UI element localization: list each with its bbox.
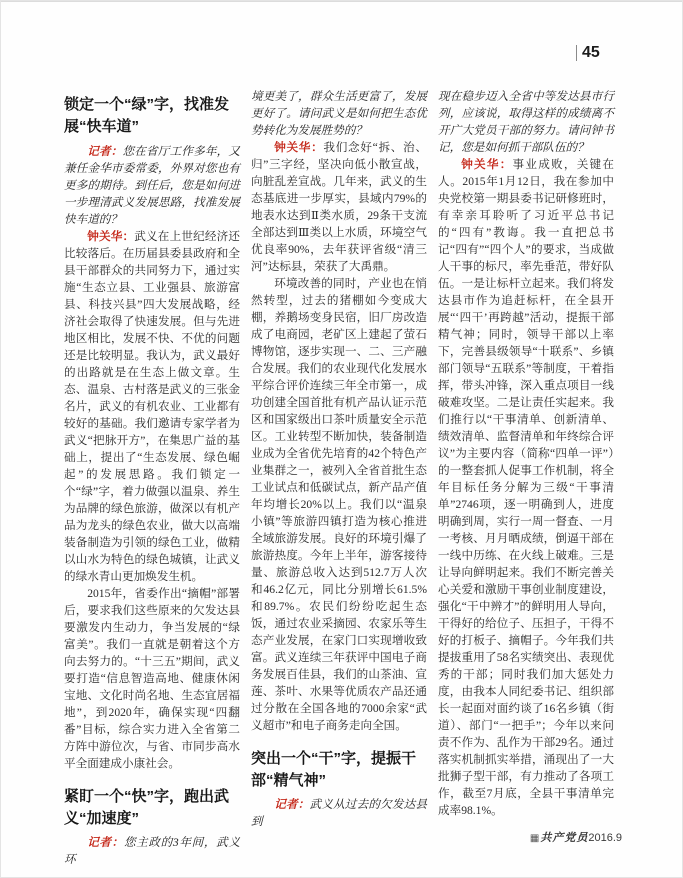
speaker-label: 钟关华： xyxy=(87,230,135,243)
reporter-label: 记者： xyxy=(87,145,123,158)
answer-3-paragraph-1 xyxy=(438,156,614,819)
answer-2-paragraph-1 xyxy=(251,139,427,275)
answer-2-paragraph-1-text: 我们念好“拆、治、归”三字经，坚决向低小散宣战，向脏乱差宣战。几年来，武义的生态基底进一步厚实，县域内79%的地表水达到Ⅱ类水质，29条干支流全部达到Ⅲ类以上水质，环境空气优良率90%，去年获评省级“清三河”达标县，荣获了大禹鼎。 xyxy=(251,141,427,273)
answer-3-paragraph-1-text: 事业成败，关键在人。2015年1月12日，我在参加中央党校第一期县委书记研修班时，有幸亲耳聆听了习近平总书记的“四有”教诲。我一直把总书记“四有”“四个人”的要求，当成做人干事的标尺，率先垂范，带好队伍。一是让标杆立起来。我们将发达县市作为追赶标杆，在全县开展“‘四干’再跨越”活动，提振干部精气神；同时，领导干部以上率下，完善县级领导“十联系”、乡镇部门领导“五联系”等制度，干着指挥，带头冲锋，深入重点项目一线破难攻坚。二是让责任实起来。我们推行以“干事清单、创新清单、绩效清单、监督清单和年终综合评议”为主要内容（简称“四单一评”）的一整套抓人促事工作机制，将全年目标任务分解为三级“干事清单”2746项，逐一明确到人，进度明确到周，实行一周一督查、一月一考核、月月晒成绩，倒逼干部在一线中历练、在火线上破难。三是让导向鲜明起来。我们不断完善关心关爱和激励干事创业制度建设，强化“干中辨才”的鲜明用人导向，干得好的给位子、压担子，干得不好的打板子、摘帽子。今年我们共提拔重用了58名实绩突出、表现优秀的干部；同时我们加大惩处力度，由我本人同纪委书记、组织部长一起面对面约谈了16名乡镇（街道）、部门“一把手”；今年以来问责不作为、乱作为干部29名。通过落实机制抓实举措，涌现出了一大批狮子型干部，有力推动了各项工作，截至7月底，全县干事清单完成率98.1%。 xyxy=(438,158,614,817)
answer-1-paragraph-2: 2015年，省委作出“摘帽”部署后，要求我们这些原来的欠发达县要激发内生动力，争当发展的“绿富美”。我们一直就是朝着这个方向去努力的。“十三五”期间，武义要打造“信息智造高地、健康休闲宝地、文化时尚名地、生态宜居福地”，到2020年，确保实现“四翻番”目标，综合实力进入全省第二方阵中游位次，与省、市同步高水平全面建成小康社会。 xyxy=(64,587,240,770)
answer-2-paragraph-2: 环境改善的同时，产业也在悄然转型，过去的猪棚如今变成大棚，养鹅场变身民宿，旧厂房改造成了电商园，老矿区上建起了萤石博物馆，逐步实现一、二、三产融合发展。我们的农业现代化发展水平综合评价连续三年全市第一，成功创建全国首批有机产品认证示范区和国家级出口茶叶质量安全示范区。工业转型不断加快，装备制造业成为全省优先培育的42个特色产业集群之一，被列入全省首批生态工业试点和低碳试点，新产品产值年均增长20%以上。我们以“温泉小镇”等旅游四镇打造为核心推进全域旅游发展。良好的环境引爆了旅游热度。今年上半年，游客接待量、旅游总收入达到512.7万人次和46.2亿元，同比分别增长61.5%和89.7%。农民们纷纷吃起生态饭，通过农业采摘园、农家乐等生态产业发展，在家门口实现增收致富。武义连续三年获评中国电子商务发展百佳县，我们的山茶油、宣莲、茶叶、水果等优质农产品还通过分散在全国各地的7000余家“武义超市”和电子商务走向全国。 xyxy=(251,277,427,732)
reporter-label: 记者： xyxy=(87,836,124,849)
page-number-divider xyxy=(576,45,577,61)
reporter-question-1-text: 您在省厅工作多年，又兼任金华市委常委，外界对您也有更多的期待。到任后，您是如何进一步理清武义发展思路，找准发展快车道的？ xyxy=(64,145,240,226)
column-1 xyxy=(64,94,240,868)
reporter-question-3-text: 武义从过去的欠发达县到 xyxy=(251,798,427,828)
column-3 xyxy=(438,88,614,819)
magazine-issue: 2016.9 xyxy=(588,832,622,844)
magazine-logo-icon: ▦ xyxy=(529,833,540,844)
article-heading-fast: 紧盯一个“快”字，跑出武义“加速度” xyxy=(64,788,230,827)
magazine-footer xyxy=(438,829,622,845)
reporter-question-2-text: 您主政的3年间，武义环 xyxy=(64,836,240,866)
page-number xyxy=(576,44,600,62)
column-2 xyxy=(251,88,427,830)
article-heading-green: 锁定一个“绿”字，找准发展“快车道” xyxy=(64,96,230,135)
reporter-label: 记者： xyxy=(274,798,310,811)
page-number-value: 45 xyxy=(582,44,600,61)
reporter-question-3-continued: 现在稳步迈入全省中等发达县市行列，应该说，取得这样的成绩离不开广大党员干部的努力。请问钟书记，您是如何抓干部队伍的？ xyxy=(438,90,614,154)
reporter-question-3 xyxy=(251,796,427,830)
article-heading-work: 突出一个“干”字，提振干部“精气神” xyxy=(251,750,417,789)
reporter-question-2-continued: 境更美了，群众生活更富了，发展更好了。请问武义是如何把生态优势转化为发展胜势的？ xyxy=(251,90,427,137)
speaker-label: 钟关华： xyxy=(274,141,324,154)
reporter-question-2 xyxy=(64,834,240,868)
speaker-label: 钟关华： xyxy=(461,158,513,171)
reporter-question-1 xyxy=(64,143,240,228)
magazine-logo-text: 共产党员 xyxy=(540,832,589,844)
answer-1-paragraph-1 xyxy=(64,228,240,585)
answer-1-paragraph-1-text: 武义在上世纪经济还比较落后。在历届县委县政府和全县干部群众的共同努力下，通过实施“生态立县、工业强县、旅游富县、科技兴县”四大发展战略，经济社会取得了快速发展。但与先进地区相比，发展不快、不优的问题还是比较明显。我认为，武义最好的出路就是在生态上做文章。生态、温泉、古村落是武义的三张金名片，武义的有机农业、工业都有较好的基础。我们邀请专家学者为武义“把脉开方”，在集思广益的基础上，提出了“生态发展、绿色崛起”的发展思路。我们锁定一个“绿”字，着力做强以温泉、养生为品牌的绿色旅游，做深以有机产品为龙头的绿色农业，做大以高端装备制造为引领的绿色工业，做精以山水为特色的绿色城镇，让武义的绿水青山更加焕发生机。 xyxy=(64,230,240,583)
